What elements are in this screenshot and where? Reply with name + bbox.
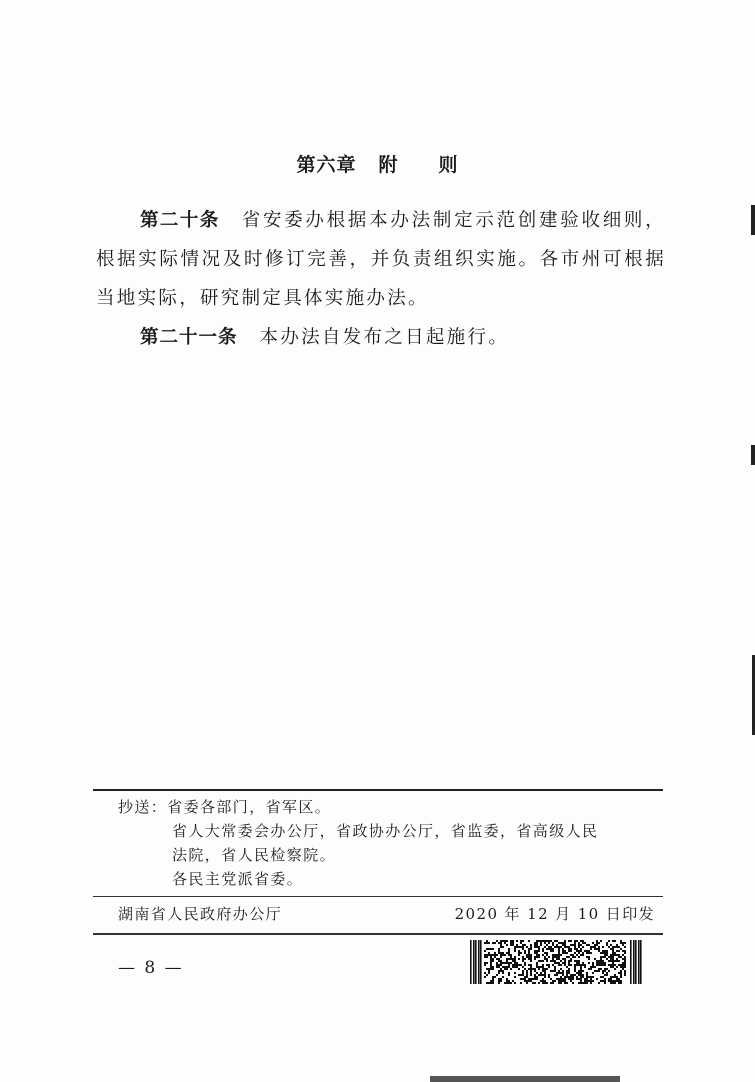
article-21 — [96, 318, 666, 357]
scan-edge-mark — [430, 1076, 620, 1082]
article-body: 省安委办根据本办法制定示范创建验收细则，根据实际情况及时修订完善，并负责组织实施。各市州可根据当地实际，研究制定具体实施办法。 — [96, 210, 666, 309]
cc-line: 省人大常委会办公厅，省政协办公厅，省监委，省高级人民 — [172, 822, 599, 840]
page-number: — 8 — — [118, 958, 184, 978]
barcode-image — [470, 940, 642, 984]
cc-line: 各民主党派省委。 — [172, 870, 304, 888]
divider — [93, 896, 663, 897]
divider — [93, 933, 663, 935]
article-body: 本办法自发布之日起施行。 — [259, 327, 510, 348]
chapter-name: 附 则 — [378, 154, 459, 176]
article-20 — [96, 201, 666, 318]
print-date: 2020 年 12 月 10 日印发 — [454, 905, 655, 923]
cc-line: 法院，省人民检察院。 — [172, 846, 337, 864]
scan-edge-mark — [751, 205, 755, 235]
article-label: 第二十条 — [140, 210, 220, 231]
issuing-office: 湖南省人民政府办公厅 — [118, 905, 283, 923]
cc-top-rule — [93, 789, 663, 791]
article-label: 第二十一条 — [140, 327, 238, 348]
chapter-number: 第六章 — [296, 154, 357, 176]
scan-edge-mark — [751, 445, 755, 465]
cc-line: 抄送：省委各部门，省军区。 — [118, 798, 332, 816]
chapter-title — [0, 150, 755, 177]
